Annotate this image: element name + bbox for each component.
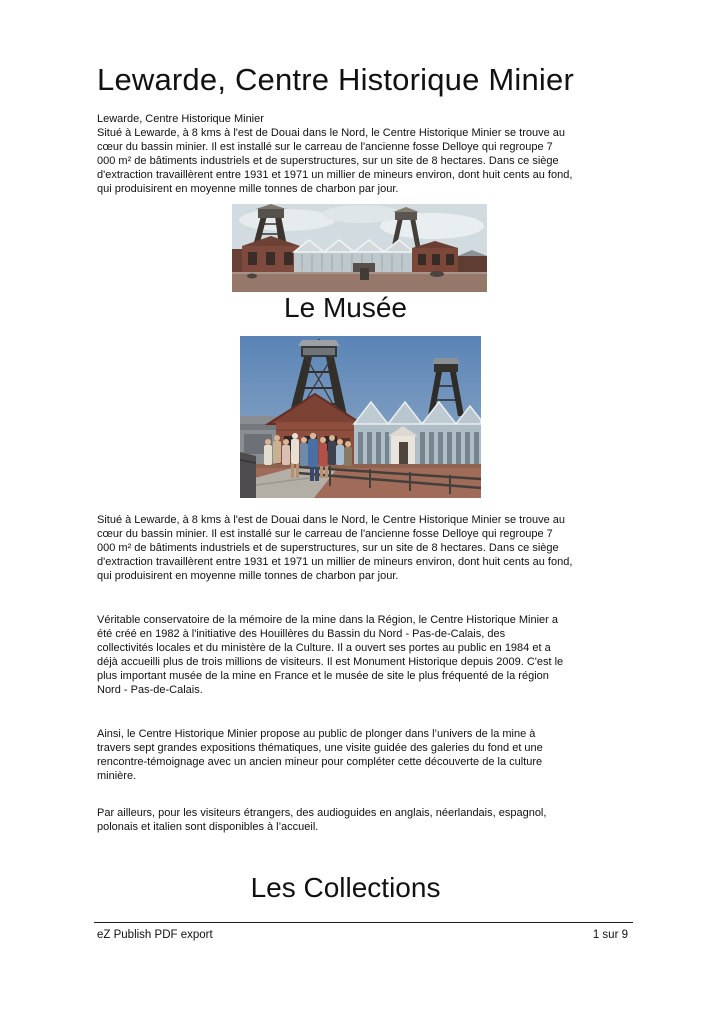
- location-paragraph: Situé à Lewarde, à 8 kms à l'est de Douai dans le Nord, le Centre Historique Minier se trouve au cœur du bassin minier. Il est installé sur le carreau de l'ancienne fosse Delloye qui regroupe 7 000 m² de bâtiments industriels et de superstructures, sur un site de 8 hectares. Dans ce siège d'extraction travaillèrent entre 1931 et 1971 un millier de mineurs environ, dont huit cents au fond, qui produisirent en moyenne mille tonnes de charbon par jour.: [97, 514, 573, 582]
- collections-heading: Les Collections: [250, 872, 441, 903]
- footer-export-label: eZ Publish PDF export: [97, 929, 213, 941]
- footer-divider: [94, 922, 633, 923]
- page-footer: [97, 929, 628, 941]
- site-panorama-illustration: [232, 204, 487, 292]
- site-panorama-image: [232, 204, 487, 292]
- intro-paragraph: Situé à Lewarde, à 8 kms à l'est de Douai dans le Nord, le Centre Historique Minier se trouve au cœur du bassin minier. Il est installé sur le carreau de l'ancienne fosse Delloye qui regroupe 7 000 m² de bâtiments industriels et de superstructures, sur un site de 8 hectares. Dans ce siège d'extraction travaillèrent entre 1931 et 1971 un millier de mineurs environ, dont huit cents au fond, qui produisirent en moyenne mille tonnes de charbon par jour.: [97, 127, 573, 195]
- page-title: Lewarde, Centre Historique Minier: [97, 62, 574, 97]
- museum-photo-image: [240, 336, 481, 498]
- article-subtitle: Lewarde, Centre Historique Minier: [97, 113, 264, 125]
- visit-paragraph: Ainsi, le Centre Historique Minier propose au public de plonger dans l’univers de la mine à travers sept grandes expositions thématiques, une visite guidée des galeries du fond et une rencontre-témoignage avec un ancien mineur pour compléter cette découverte de la culture minière.: [97, 728, 543, 782]
- audioguides-paragraph: Par ailleurs, pour les visiteurs étrangers, des audioguides en anglais, néerlandais, espagnol, polonais et italien sont disponibles à l’accueil.: [97, 807, 547, 833]
- history-paragraph: Véritable conservatoire de la mémoire de la mine dans la Région, le Centre Historique Minier a été créé en 1982 à l'initiative des Houillères du Bassin du Nord - Pas-de-Calais, des collectivités locales et du ministère de la Culture. Il a ouvert ses portes au public en 1984 et a déjà accueilli plus de trois millions de visiteurs. Il est Monument Historique depuis 2009. C'est le plus important musée de la mine en France et le musée de site le plus fréquenté de la région Nord - Pas-de-Calais.: [97, 614, 564, 696]
- musee-heading: Le Musée: [284, 292, 407, 323]
- footer-page-number: 1 sur 9: [592, 929, 628, 941]
- museum-photo-illustration: [240, 336, 481, 498]
